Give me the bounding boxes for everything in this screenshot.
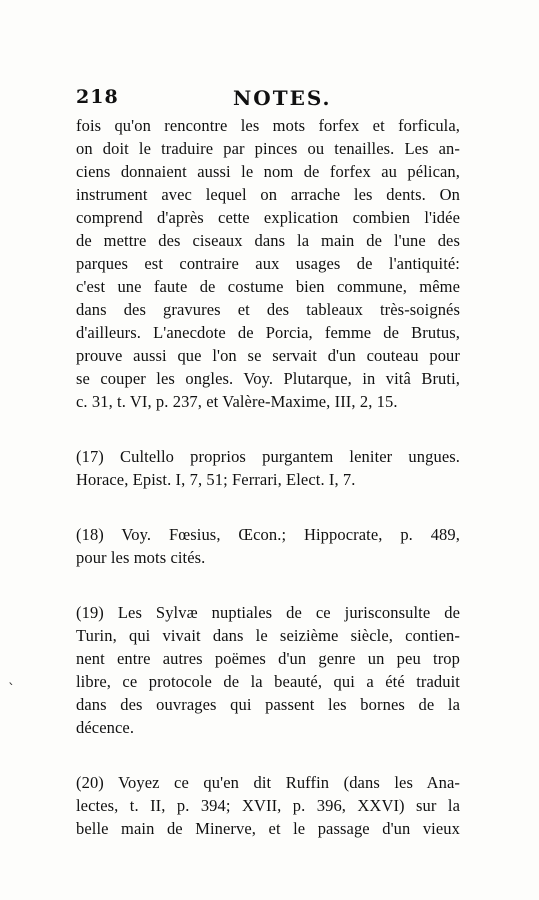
text-line: nent entre autres poëmes d'un genre un peu trop [76, 649, 460, 668]
text-line: pour les mots cités. [76, 548, 206, 567]
page-number: 218 [76, 86, 119, 108]
note-18 [76, 523, 460, 569]
text-line: de mettre des ciseaux dans la main de l'une des [76, 231, 460, 250]
text-line: c'est une faute de costume bien commune, même [76, 277, 460, 296]
note-17 [76, 445, 460, 491]
text-line: se couper les ongles. Voy. Plutarque, in vitâ Bruti, [76, 369, 460, 388]
paragraph-gap [76, 569, 460, 586]
text-line: on doit le traduire par pinces ou tenailles. Les an- [76, 139, 460, 158]
text-line: Horace, Epist. I, 7, 51; Ferrari, Elect. I, 7. [76, 470, 356, 489]
scan-artifact-mark: ` [8, 682, 15, 698]
note-continuation [76, 114, 460, 413]
text-line: Turin, qui vivait dans le seizième siècle, contien- [76, 626, 460, 645]
paragraph-gap [76, 739, 460, 756]
page-header [76, 86, 476, 112]
text-line: libre, ce protocole de la beauté, qui a été traduit [76, 672, 460, 691]
text-line: instrument avec lequel on arrache les dents. On [76, 185, 460, 204]
text-line: décence. [76, 718, 135, 737]
paragraph-gap [76, 491, 460, 508]
text-line: dans des ouvrages qui passent les bornes de la [76, 695, 460, 714]
paragraph-gap [76, 413, 460, 430]
text-line: lectes, t. II, p. 394; XVII, p. 396, XXVI) sur la [76, 796, 460, 815]
text-line: (19) Les Sylvæ nuptiales de ce jurisconsulte de [76, 603, 460, 622]
text-line: parques est contraire aux usages de l'antiquité: [76, 254, 460, 273]
note-20 [76, 771, 460, 840]
text-line: belle main de Minerve, et le passage d'un vieux [76, 819, 460, 838]
running-head: NOTES. [233, 86, 332, 110]
notes-body [76, 114, 460, 840]
text-line: ciens donnaient aussi le nom de forfex au pélican, [76, 162, 460, 181]
text-line: fois qu'on rencontre les mots forfex et forficula, [76, 116, 460, 135]
note-19 [76, 601, 460, 739]
text-line: prouve aussi que l'on se servait d'un couteau pour [76, 346, 460, 365]
text-line: comprend d'après cette explication combien l'idée [76, 208, 460, 227]
text-line: c. 31, t. VI, p. 237, et Valère-Maxime, III, 2, 15. [76, 392, 398, 411]
text-line: (17) Cultello proprios purgantem leniter ungues. [76, 447, 460, 466]
text-line: (18) Voy. Fœsius, Œcon.; Hippocrate, p. 489, [76, 525, 460, 544]
text-line: dans des gravures et des tableaux très-soignés [76, 300, 460, 319]
text-line: (20) Voyez ce qu'en dit Ruffin (dans les Ana- [76, 773, 460, 792]
text-line: d'ailleurs. L'anecdote de Porcia, femme de Brutus, [76, 323, 460, 342]
